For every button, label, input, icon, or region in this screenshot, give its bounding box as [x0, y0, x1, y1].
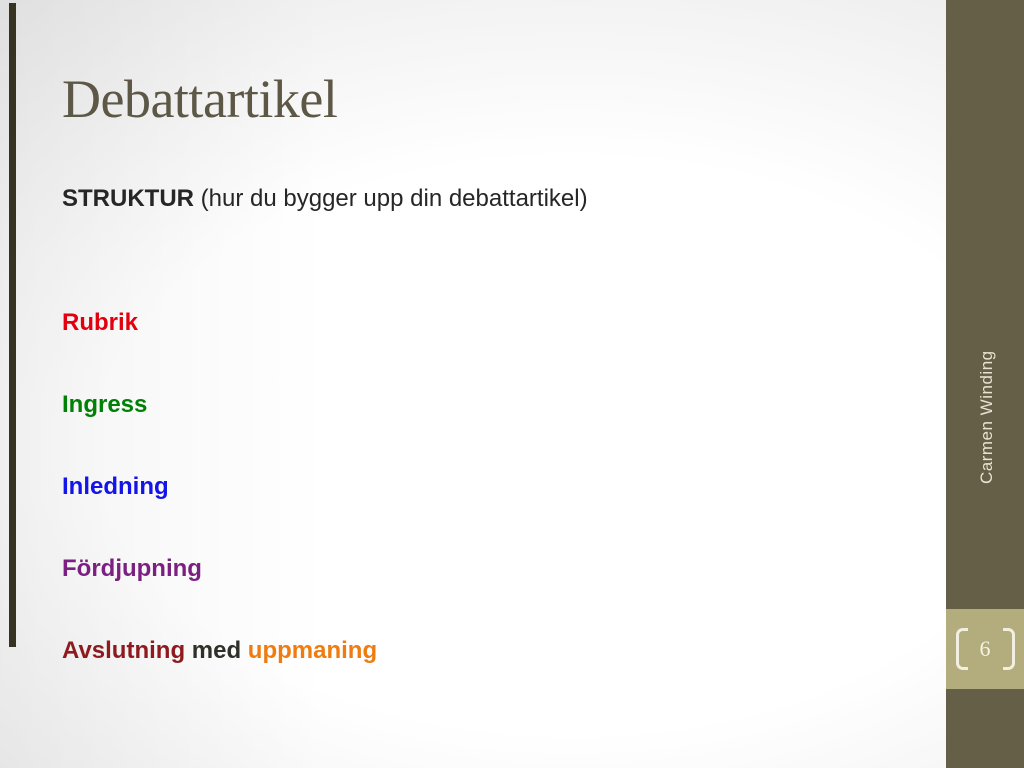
slide-subtitle — [62, 185, 588, 214]
structure-item-segment: Fördjupning — [62, 555, 202, 582]
structure-item-segment: Rubrik — [62, 309, 139, 336]
structure-item — [62, 308, 377, 337]
structure-item-list — [62, 308, 377, 665]
left-bracket-icon — [956, 628, 968, 670]
structure-item-segment: Avslutning — [62, 637, 192, 664]
page-number-box — [946, 609, 1024, 689]
subtitle-rest: (hur du bygger upp din debattartikel) — [194, 185, 588, 212]
structure-item-segment: med — [191, 637, 248, 664]
structure-item — [62, 636, 377, 665]
structure-item — [62, 554, 377, 583]
left-accent-rule — [9, 3, 16, 647]
structure-item — [62, 472, 377, 501]
structure-item-segment: Inledning — [62, 473, 169, 500]
subtitle-bold-word: STRUKTUR — [62, 185, 194, 212]
author-name-vertical: Carmen Winding — [977, 350, 996, 484]
right-bracket-icon — [1003, 628, 1015, 670]
page-number: 6 — [979, 636, 991, 661]
slide-title: Debattartikel — [62, 69, 338, 129]
structure-item-segment: uppmaning — [247, 637, 378, 664]
structure-item-segment: Ingress — [62, 391, 148, 418]
structure-item — [62, 390, 377, 419]
